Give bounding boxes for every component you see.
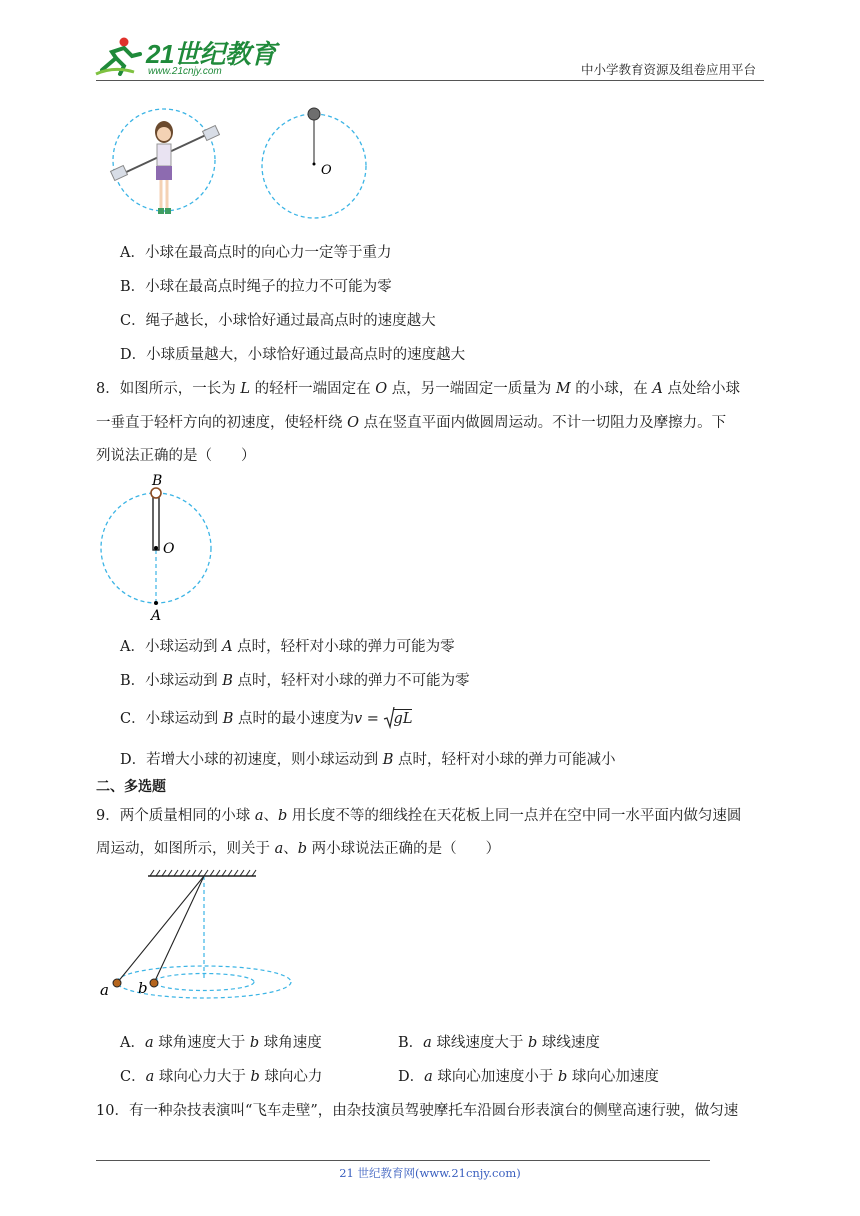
section-title-multi-choice: 二、多选题 <box>96 779 166 795</box>
q8-label-B: B <box>152 473 163 489</box>
logo-text: 21世纪教育 <box>146 39 276 69</box>
q9-label-a: a <box>100 981 109 999</box>
header-divider <box>96 80 764 81</box>
q8-label-A: A <box>151 608 162 624</box>
q7-option-d: D．小球质量越大，小球恰好通过最高点时的速度越大 <box>120 347 466 363</box>
runner-logo-icon <box>94 36 146 76</box>
q8-option-d: D．若增大小球的初速度，则小球运动到 B 点时，轻杆对小球的弹力可能减小 <box>120 752 616 768</box>
q7-option-a: A．小球在最高点时的向心力一定等于重力 <box>120 245 392 261</box>
q8-option-a: A．小球运动到 A 点时，轻杆对小球的弹力可能为零 <box>120 639 455 655</box>
q7-option-c: C．绳子越长，小球恰好通过最高点时的速度越大 <box>120 313 436 329</box>
q8-stem-line3: 列说法正确的是（ ） <box>96 448 256 464</box>
q8-figure-rod-circle <box>96 470 220 624</box>
q9-option-b: B．a 球线速度大于 b 球线速度 <box>398 1035 600 1051</box>
q7-figure-girl <box>108 102 220 218</box>
q8-stem-line2: 一垂直于轻杆方向的初速度，使轻杆绕 O 点在竖直平面内做圆周运动。不计一切阻力及摩擦力。下 <box>96 415 727 431</box>
q10-stem-line1: 10．有一种杂技表演叫“飞车走壁”，由杂技演员驾驶摩托车沿圆台形表演台的侧壁高速行驶，做匀速 <box>96 1103 739 1119</box>
q9-option-a: A．a 球角速度大于 b 球角速度 <box>120 1035 322 1051</box>
q9-label-b: b <box>138 979 148 997</box>
q9-option-c: C．a 球向心力大于 b 球向心力 <box>120 1069 323 1085</box>
logo-url: www.21cnjy.com <box>148 66 222 77</box>
q8-label-O: O <box>163 541 175 557</box>
q7-label-O: O <box>321 163 332 178</box>
q9-stem-line1: 9．两个质量相同的小球 a、b 用长度不等的细线拴在天花板上同一点并在空中同一水平面内做匀速圆 <box>96 808 742 824</box>
q9-option-d: D．a 球向心加速度小于 b 球向心加速度 <box>398 1069 659 1085</box>
footer-divider <box>96 1160 710 1161</box>
sqrt-icon: gL <box>384 711 413 727</box>
header-logo <box>94 36 146 76</box>
q7-option-b: B．小球在最高点时绳子的拉力不可能为零 <box>120 279 392 295</box>
q7-figure-circle <box>258 104 372 220</box>
q8-stem-line1: 8．如图所示，一长为 L 的轻杆一端固定在 O 点，另一端固定一质量为 M 的小球，在 A 点处给小球 <box>96 381 740 397</box>
footer-site-link[interactable]: 21 世纪教育网(www.21cnjy.com) <box>339 1166 521 1180</box>
q8-option-c: C．小球运动到 B 点时的最小速度为v = gL <box>120 707 412 728</box>
header-platform-text: 中小学教育资源及组卷应用平台 <box>580 62 756 77</box>
q8-option-b: B．小球运动到 B 点时，轻杆对小球的弹力不可能为零 <box>120 673 470 689</box>
q9-stem-line2: 周运动，如图所示，则关于 a、b 两小球说法正确的是（ ） <box>96 841 501 857</box>
q9-figure-conical-pendulum <box>96 868 296 1002</box>
